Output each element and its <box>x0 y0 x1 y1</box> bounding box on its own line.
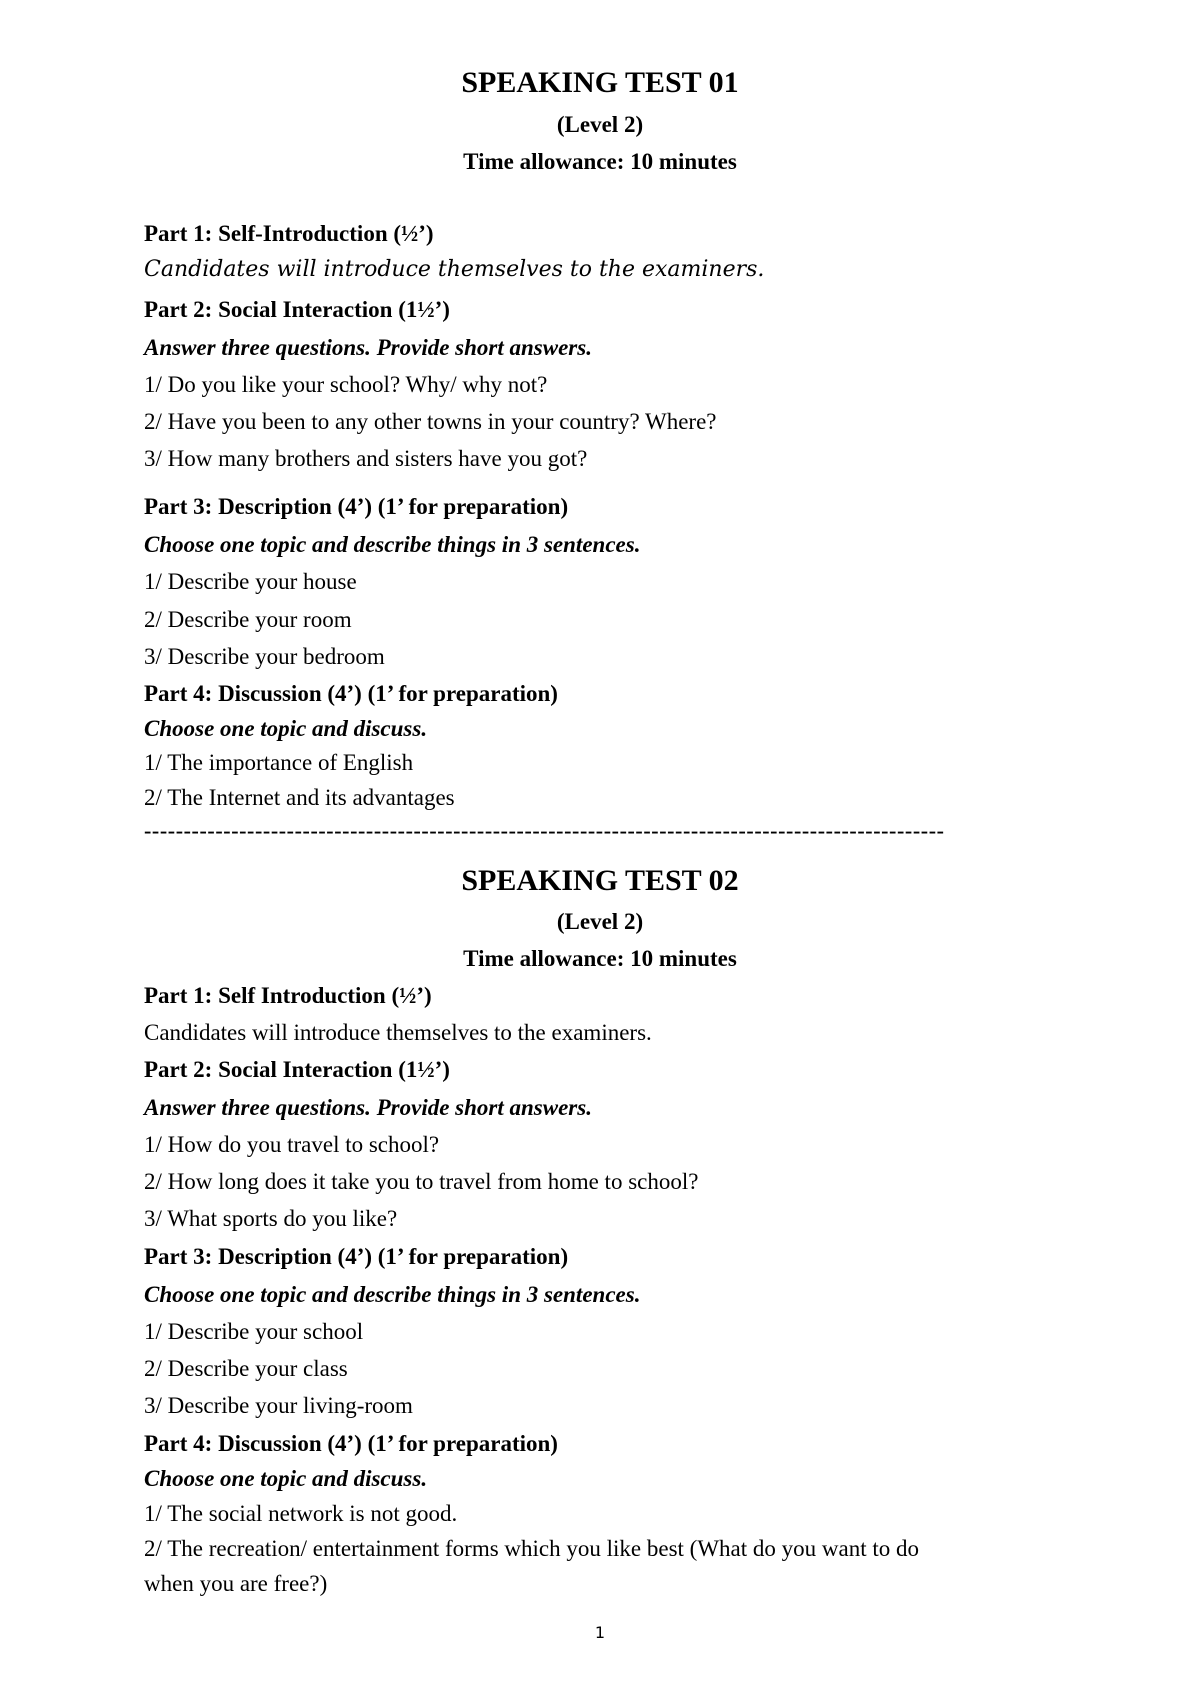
test2-title: SPEAKING TEST 02 <box>461 864 739 897</box>
test2-part2-item: 2/ How long does it take you to travel from home to school? <box>144 1169 699 1194</box>
test2-part3-heading: Part 3: Description (4’) (1’ for preparation) <box>144 1244 569 1269</box>
test1-part2-item: 1/ Do you like your school? Why/ why not? <box>144 372 548 397</box>
test2-part2-heading: Part 2: Social Interaction (1½’) <box>144 1057 450 1082</box>
test2-part4-item: 1/ The social network is not good. <box>144 1501 458 1526</box>
test1-level: (Level 2) <box>556 112 644 137</box>
test2-part3-item: 1/ Describe your school <box>144 1319 364 1344</box>
test1-part4-item: 1/ The importance of English <box>144 750 414 775</box>
test2-part3-instruction: Choose one topic and describe things in 3 sentences. <box>144 1282 641 1307</box>
test2-part4-item: 2/ The recreation/ entertainment forms which you like best (What do you want to do <box>144 1536 919 1561</box>
test1-part4-instruction: Choose one topic and discuss. <box>144 716 428 741</box>
test2-part4-instruction: Choose one topic and discuss. <box>144 1466 428 1491</box>
test1-title: SPEAKING TEST 01 <box>461 66 739 99</box>
test1-part2-item: 2/ Have you been to any other towns in your country? Where? <box>144 409 717 434</box>
test2-level: (Level 2) <box>556 909 644 934</box>
test2-part4-heading: Part 4: Discussion (4’) (1’ for preparation) <box>144 1431 558 1456</box>
section-divider: ----------------------------------------------------------------------------------------------------- <box>144 818 945 843</box>
test1-part3-item: 3/ Describe your bedroom <box>144 644 385 669</box>
test2-part1-heading: Part 1: Self Introduction (½’) <box>144 983 432 1008</box>
test1-part2-item: 3/ How many brothers and sisters have you got? <box>144 446 588 471</box>
test2-part1-text: Candidates will introduce themselves to the examiners. <box>144 1020 652 1045</box>
page-number: 1 <box>594 1623 606 1642</box>
test1-part2-instruction: Answer three questions. Provide short answers. <box>144 335 592 360</box>
test1-part1-text: Candidates will introduce themselves to the examiners. <box>144 257 765 282</box>
test1-part3-item: 2/ Describe your room <box>144 607 352 632</box>
test2-part4-item-continuation: when you are free?) <box>144 1571 328 1596</box>
test2-part3-item: 2/ Describe your class <box>144 1356 348 1381</box>
test1-part4-item: 2/ The Internet and its advantages <box>144 785 455 810</box>
test1-part3-heading: Part 3: Description (4’) (1’ for preparation) <box>144 494 569 519</box>
test1-part2-heading: Part 2: Social Interaction (1½’) <box>144 297 450 322</box>
test1-part4-heading: Part 4: Discussion (4’) (1’ for preparation) <box>144 681 558 706</box>
test2-part2-item: 1/ How do you travel to school? <box>144 1132 440 1157</box>
test1-part1-heading: Part 1: Self-Introduction (½’) <box>144 221 434 246</box>
test1-time-allowance: Time allowance: 10 minutes <box>463 149 737 174</box>
test2-time-allowance: Time allowance: 10 minutes <box>463 946 737 971</box>
test1-part3-item: 1/ Describe your house <box>144 569 357 594</box>
test2-part2-instruction: Answer three questions. Provide short answers. <box>144 1095 592 1120</box>
test1-part3-instruction: Choose one topic and describe things in 3 sentences. <box>144 532 641 557</box>
test2-part2-item: 3/ What sports do you like? <box>144 1206 398 1231</box>
test2-part3-item: 3/ Describe your living-room <box>144 1393 413 1418</box>
